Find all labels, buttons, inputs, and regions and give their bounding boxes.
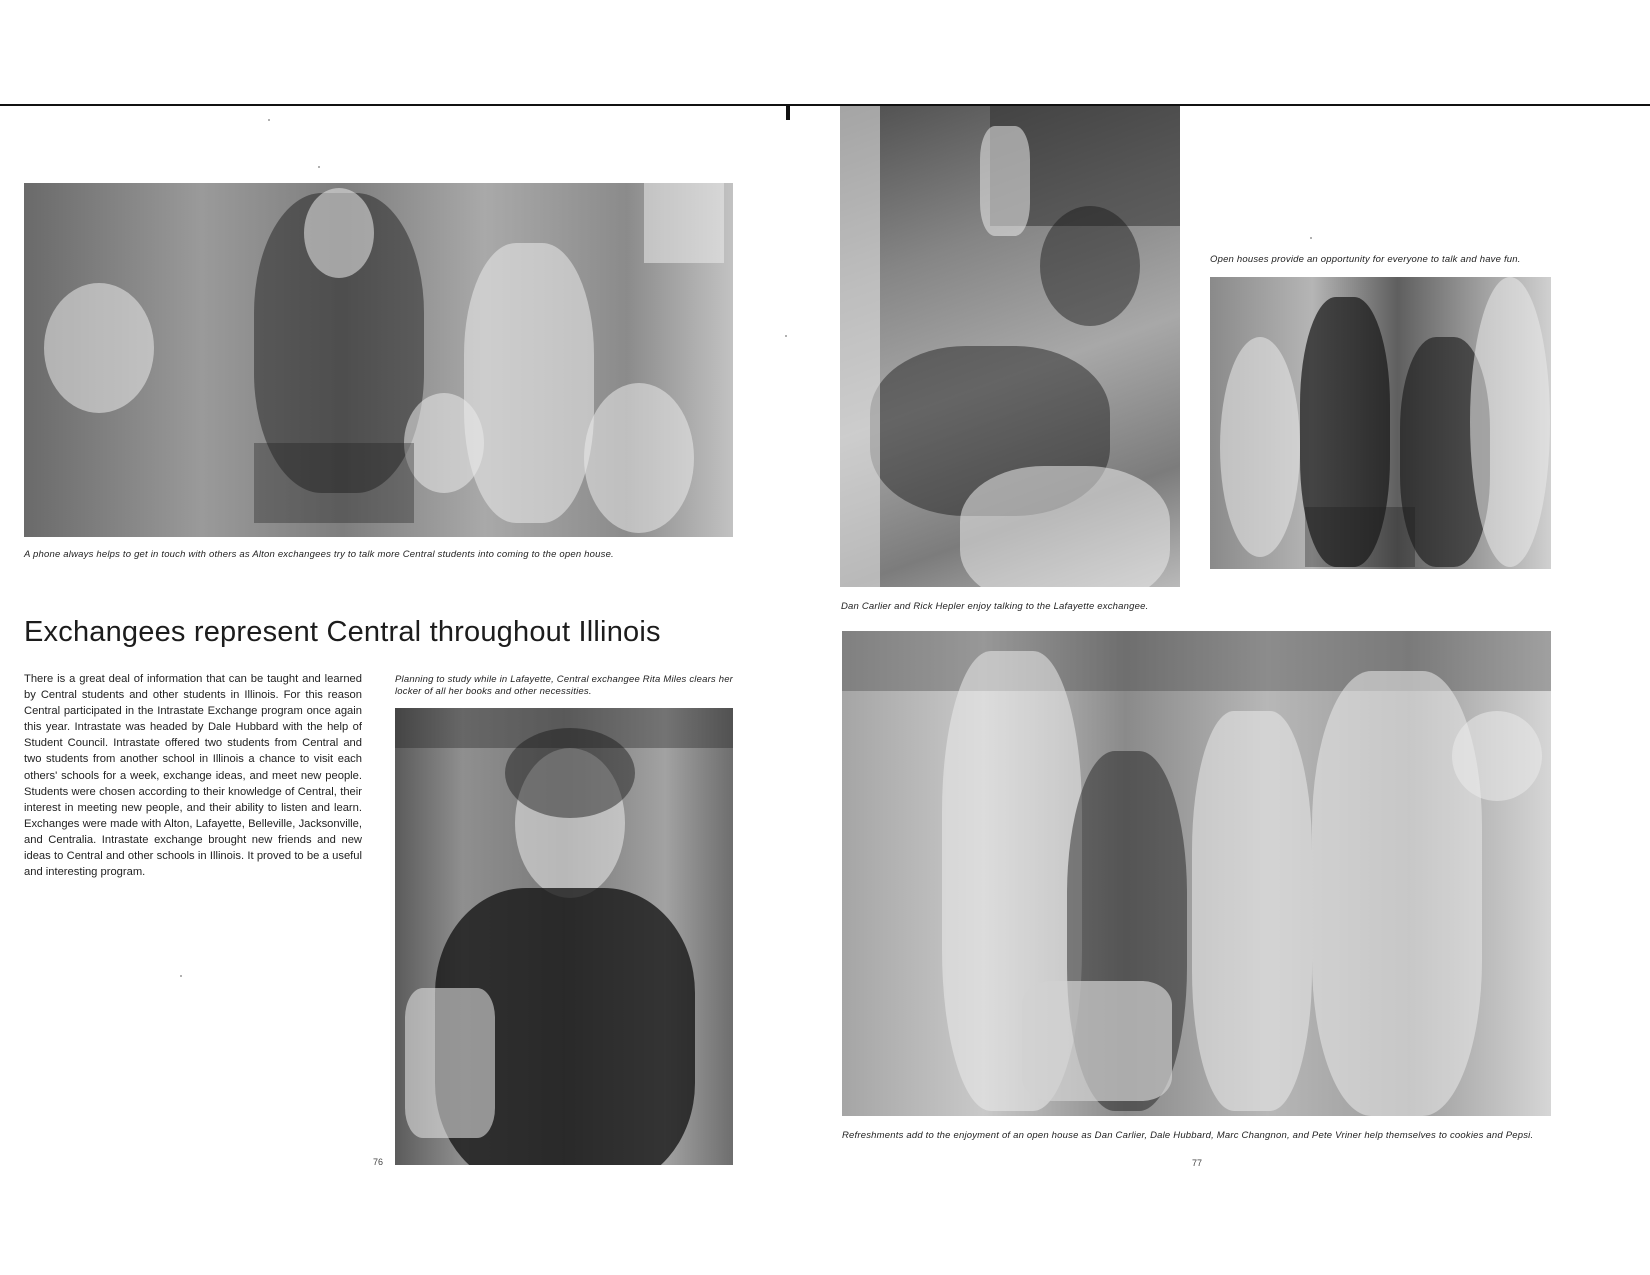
page-headline: Exchangees represent Central throughout Illinois [24, 616, 661, 648]
page-number-left: 76 [373, 1157, 384, 1167]
scan-speck [785, 335, 787, 337]
caption-carlier-hepler: Dan Carlier and Rick Hepler enjoy talking to the Lafayette exchangee. [841, 601, 1149, 612]
left-top-rule [0, 104, 790, 106]
caption-phone-exchangees: A phone always helps to get in touch with others as Alton exchangees try to talk more Central students into coming to the open house. [24, 549, 614, 560]
photo-refreshments [842, 631, 1551, 1116]
photo-open-house-crowd [1210, 277, 1551, 569]
photo-phone-exchangees [24, 183, 733, 537]
gutter-mark [786, 104, 790, 120]
scan-speck [180, 975, 182, 977]
caption-refreshments: Refreshments add to the enjoyment of an open house as Dan Carlier, Dale Hubbard, Marc Changnon, and Pete Vriner help themselves to cookies and Pepsi. [842, 1130, 1534, 1141]
article-body: There is a great deal of information that can be taught and learned by Central students and other students in Illinois. For this reason Central participated in the Intrastate Exchange program once again this year. Intrastate was headed by Dale Hubbard with the help of Student Council. Intrastate offered two students from Central and two students from another school in Illinois a chance to visit each others' schools for a week, exchange ideas, and meet new people. Students were chosen according to their knowledge of Central, their interest in meeting new people, and their ability to listen and learn. Exchanges were made with Alton, Lafayette, Belleville, Jacksonville, and Centralia. Intrastate exchange brought new friends and new ideas to Central and other schools in Illinois. It proved to be a useful and interesting program. [24, 673, 362, 879]
scan-speck [1310, 237, 1312, 239]
scan-speck [268, 119, 270, 121]
scan-speck [318, 166, 320, 168]
photo-carlier-hepler [840, 106, 1180, 587]
caption-open-houses: Open houses provide an opportunity for everyone to talk and have fun. [1210, 254, 1521, 265]
photo-rita-miles-locker [395, 708, 733, 1165]
page-number-right: 77 [1192, 1158, 1203, 1168]
caption-rita-miles: Planning to study while in Lafayette, Central exchangee Rita Miles clears her locker of all her books and other necessities. [395, 674, 734, 697]
